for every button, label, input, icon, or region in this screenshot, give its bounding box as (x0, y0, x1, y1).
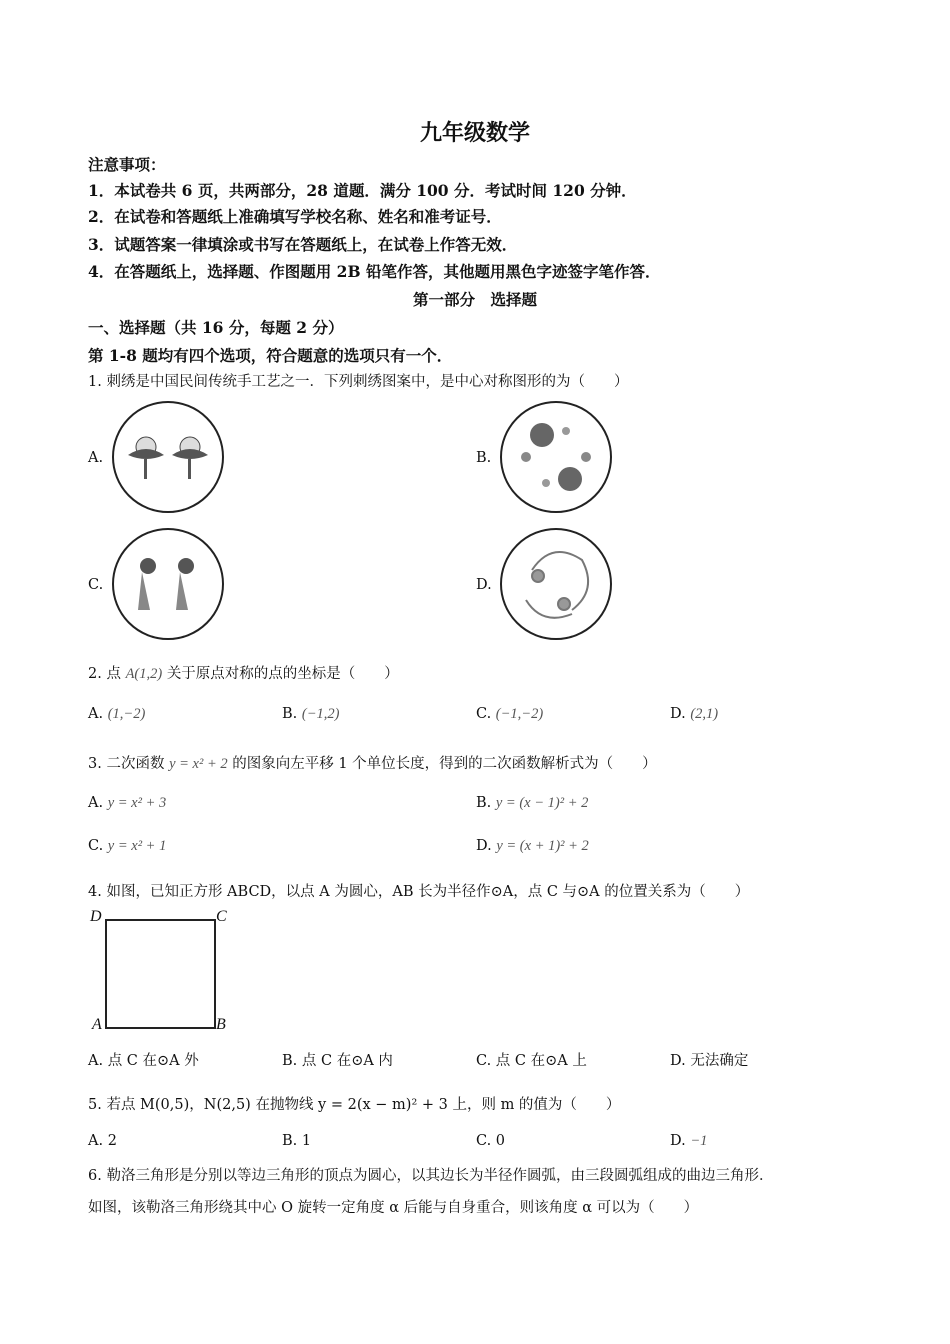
q3-option-a (88, 795, 166, 812)
option-value: 点 C 在⊙A 外 (107, 1053, 199, 1069)
q3-option-b (476, 795, 588, 812)
q2-stem (88, 662, 399, 683)
q1-option-b-label: B. (476, 450, 492, 466)
q3-stem-post: 的图象向左平移 1 个单位长度，得到的二次函数解析式为（ ） (232, 756, 657, 772)
page-title: 九年级数学 (419, 120, 530, 146)
q5-option-d (670, 1133, 707, 1150)
option-value: y = x² + 1 (107, 838, 167, 854)
option-label: D. (476, 838, 492, 854)
embroidery-image-b (500, 401, 612, 513)
q1-option-a-label: A. (88, 450, 104, 466)
option-value: y = (x + 1)² + 2 (496, 838, 589, 854)
option-value: 1 (301, 1133, 312, 1149)
vertex-c-label: C (216, 908, 227, 925)
option-value: 2 (107, 1133, 117, 1149)
note-item: 3．试题答案一律填涂或书写在答题纸上，在试卷上作答无效． (88, 235, 518, 254)
q5-option-c (476, 1133, 505, 1149)
embroidery-image-d (500, 528, 612, 640)
q2-stem-pre: 2. 点 (88, 666, 121, 682)
q4-option-a (88, 1049, 199, 1070)
q6-line2: 如图，该勒洛三角形绕其中心 O 旋转一定角度 α 后能与自身重合，则该角度 α 可以为（ ） (88, 1200, 699, 1216)
option-label: D. (670, 1133, 686, 1149)
q1-stem: 1. 刺绣是中国民间传统手工艺之一．下列刺绣图案中，是中心对称图形的为（ ） (88, 374, 629, 390)
section-note: 第 1-8 题均有四个选项，符合题意的选项只有一个． (88, 346, 453, 365)
embroidery-image-a (112, 401, 224, 513)
option-value: 点 C 在⊙A 内 (301, 1053, 393, 1069)
q3-stem-pre: 3. 二次函数 (88, 756, 165, 772)
q4-option-d (670, 1049, 748, 1070)
option-value: (1,−2) (107, 706, 146, 722)
option-value: (−1,2) (301, 706, 340, 722)
option-label: A. (88, 1053, 104, 1069)
option-label: C. (476, 1133, 492, 1149)
option-value: y = (x − 1)² + 2 (495, 795, 589, 811)
option-label: C. (476, 706, 492, 722)
option-value: 无法确定 (690, 1053, 749, 1069)
notes-heading: 注意事项： (88, 155, 166, 174)
q4-option-b (282, 1049, 393, 1070)
option-label: B. (282, 1133, 298, 1149)
q5-stem: 5. 若点 M(0,5)，N(2,5) 在抛物线 y = 2(x − m)² + 3 上，则 m 的值为（ ） (88, 1097, 621, 1113)
q2-option-d (670, 706, 718, 723)
option-label: C. (88, 838, 104, 854)
q2-option-a (88, 706, 145, 723)
part-heading: 第一部分 选择题 (412, 290, 537, 309)
q1-option-d-label: D. (476, 577, 492, 593)
q2-stem-post: 关于原点对称的点的坐标是（ ） (166, 666, 399, 682)
q5-option-b (282, 1133, 311, 1149)
embroidery-image-c (112, 528, 224, 640)
vertex-a-label: A (92, 1016, 102, 1033)
option-value: (2,1) (690, 706, 719, 722)
option-label: D. (670, 1053, 686, 1069)
option-label: B. (282, 706, 298, 722)
note-item: 4．在答题纸上，选择题、作图题用 2B 铅笔作答，其他题用黑色字迹签字笔作答． (88, 262, 661, 281)
option-value: −1 (690, 1133, 708, 1149)
vertex-b-label: B (216, 1016, 226, 1033)
q4-stem: 4. 如图，已知正方形 ABCD，以点 A 为圆心，AB 长为半径作⊙A，点 C 与⊙A 的位置关系为（ ） (88, 884, 750, 900)
q4-option-c (476, 1049, 587, 1070)
q5-option-a (88, 1133, 117, 1149)
square-abcd-figure (105, 919, 216, 1029)
q6-line1: 6. 勒洛三角形是分别以等边三角形的顶点为圆心，以其边长为半径作圆弧，由三段圆弧组成的曲边三角形． (88, 1168, 774, 1184)
option-value: 点 C 在⊙A 上 (495, 1053, 587, 1069)
section-heading: 一、选择题（共 16 分，每题 2 分） (88, 318, 344, 337)
option-value: y = x² + 3 (107, 795, 167, 811)
note-item: 1．本试卷共 6 页，共两部分，28 道题．满分 100 分．考试时间 120 分钟． (88, 181, 637, 200)
option-label: A. (88, 795, 104, 811)
option-label: A. (88, 706, 104, 722)
option-label: B. (282, 1053, 298, 1069)
q2-point: A(1,2) (125, 666, 163, 682)
option-value: (−1,−2) (495, 706, 544, 722)
vertex-d-label: D (90, 908, 102, 925)
q3-option-c (88, 838, 166, 855)
option-label: B. (476, 795, 492, 811)
option-label: A. (88, 1133, 104, 1149)
q2-option-b (282, 706, 339, 723)
q3-option-d (476, 838, 589, 855)
q3-function: y = x² + 2 (169, 756, 228, 772)
q3-stem (88, 752, 657, 773)
option-label: C. (476, 1053, 492, 1069)
q2-option-c (476, 706, 543, 723)
option-value: 0 (495, 1133, 506, 1149)
q1-option-c-label: C. (88, 577, 104, 593)
note-item: 2．在试卷和答题纸上准确填写学校名称、姓名和准考证号． (88, 207, 502, 226)
option-label: D. (670, 706, 686, 722)
